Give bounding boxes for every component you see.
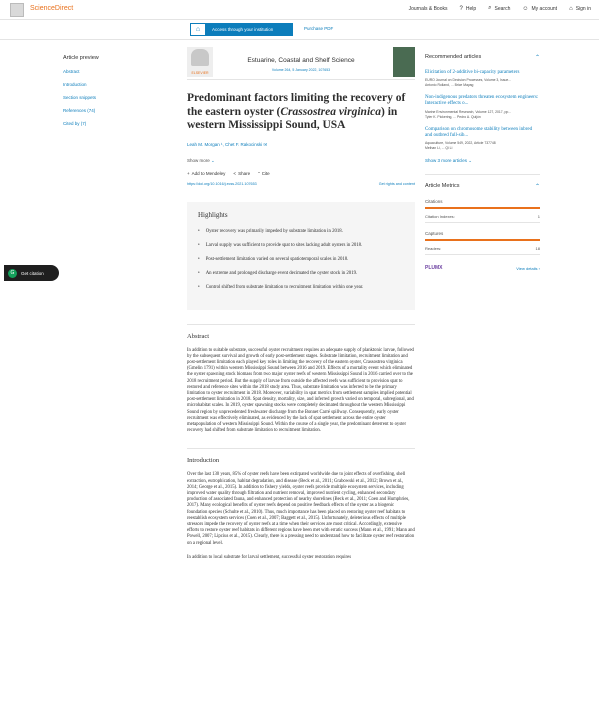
citation-badge-icon: G — [8, 269, 17, 278]
outline-link-references[interactable]: References (74) — [63, 108, 96, 113]
highlights-box — [187, 202, 415, 310]
help-icon: ? — [459, 5, 463, 12]
outline-link-cited-by[interactable]: Cited by (7) — [63, 121, 87, 126]
author-email-icon[interactable]: ✉ — [263, 141, 268, 147]
introduction-heading: Introduction — [187, 448, 415, 464]
highlight-item: • Control shifted from substrate limitation to recruitment limitation within one year. — [198, 284, 364, 290]
abstract-text: In addition to suitable substrate, successful oyster recruitment requires an adequate supply of planktonic larvae, followed by the subsequent survival and growth of early post-settlement stages. Substrate limitation, recruitment limitation and post-settlement limitation each played key roles in limiting the recovery of the eastern oyster, Crassostrea virginica (Gmelin 1791) within western Mississippi Sound between 2016 and 2019. Effects of a mortality event which eliminated the oyster spawning stock biomass from two major oyster reefs of western Mississippi Sound in 2016 carried over to the 2018 recruitment period. But the supply of larvae from outside the affected reefs was sufficient to provision spat to restored and reference sites within the 2018 study area. Thus, substrate limitation was inferred to be the primary limitation to oyster recruitment in 2018. Moreover, variability in spat metrics from settlement samples implied potential post-settlement limitation in 2018. Spat density, mortality, size, and inferred growth varied on temporal, subregional, and microhabitat scales. In 2019, oyster spawning stocks were completely decimated throughout the western Mississippi Sound region by unprecedented freshwater discharge from the Bonnet Carré spillway. Consequently, early oyster recruitment was effectively eliminated, as evidenced by the lack of spat settlement across the entire oyster metapopulation of western Mississippi Sound. Within the course of a single year, the predominant deterrent to oyster recovery had shifted from substrate limitation to recruitment limitation. — [187, 347, 414, 434]
doi-link[interactable]: https://doi.org/10.1016/j.ecss.2021.107653 — [187, 181, 257, 186]
sciencedirect-brand[interactable]: ScienceDirect — [30, 5, 74, 12]
share-button[interactable]: < Share — [233, 170, 251, 176]
publisher-logo[interactable]: ELSEVIER — [187, 47, 213, 77]
purchase-pdf-link[interactable]: Purchase PDF — [304, 26, 334, 31]
right-sidebar — [425, 54, 540, 271]
top-navigation — [0, 0, 599, 20]
plus-icon: + — [187, 170, 190, 176]
metrics-header[interactable]: Article Metrics ⌃ — [425, 183, 540, 191]
recommended-article[interactable]: Elicitation of 2-additive bi-capacity parameters EURO Journal on Decision Processes, Volume 3, Issue... Antonio Rolland, ... Brice Mayag — [425, 70, 520, 88]
recommended-article[interactable]: Non-indigenous predators threaten ecosystem engineers: Interactive effects o... Marine Environmental Research, Volume 127, 2017, pp... Tyler K. Pickering, ... Pedro A. Quijón — [425, 95, 539, 119]
my-account-link[interactable]: ☺ My account — [522, 5, 558, 12]
plumx-row — [425, 265, 540, 271]
citation-indexes-row: Citation Indexes: 1 — [425, 214, 540, 223]
article-toolbar — [187, 171, 415, 176]
chevron-up-icon[interactable]: ⌃ — [534, 55, 540, 61]
journal-title[interactable]: Estuarine, Coastal and Shelf Science — [247, 57, 355, 64]
user-icon: ☺ — [522, 5, 529, 12]
sign-in-link[interactable]: ⌂ Sign in — [569, 5, 591, 12]
journal-header — [187, 47, 415, 80]
highlight-item: • An extreme and prolonged discharge event decimated the oyster stock in 2019. — [198, 270, 358, 276]
show-more-articles-button[interactable]: Show 3 more articles ⌄ — [425, 158, 473, 164]
doi-row — [187, 182, 415, 189]
article-title: Predominant factors limiting the recovery of the eastern oyster (Crassostrea virginica) in western Mississippi Sound, USA — [187, 92, 406, 131]
readers-row: Readers: 18 — [425, 246, 540, 255]
quote-icon: " — [258, 170, 260, 176]
outline-link-introduction[interactable]: Introduction — [63, 82, 87, 87]
author-list[interactable]: Leah M. Morgan ¹, Chet F. Rakocinski ✉ — [187, 141, 268, 147]
elsevier-logo[interactable] — [10, 3, 24, 17]
highlight-item: • Post-settlement limitation varied on several spatiotemporal scales in 2018. — [198, 256, 349, 262]
chevron-down-icon: ⌄ — [468, 158, 473, 164]
outline-link-abstract[interactable]: Abstract — [63, 69, 80, 74]
introduction-text: Over the last 130 years, 85% of oyster reefs have been extirpated worldwide due to joint effects of overfishing, shell extraction, eutrophication, habitat degradation, and disease (Beck et al., 2011; Grabowski et al., 2012; Brown et al., 2014; George et al., 2015). In addition to fishery yields, oyster reefs provide multiple ecosystem services, including improved water quality through filtration and nutrient removal, improved nutrient cycling, enhanced secondary production of associated fauna, and enhanced protection of nearby shorelines (Beck et al., 2011; Coen and Humphries, 2017). Many ecological benefits of oyster reefs depend on positive feedback effects of the oyster as a biogenic foundation species (Schulte et al., 2010). Thus, much importance has been placed on restoring oyster reef habitats to reestablish ecosystem services (Coen et al., 2007; Baggett et al., 2015). Unfortunately, deleterious effects of multiple stressors impede the recovery of oyster reefs at a time when their services are most critical. Accordingly, extensive efforts to restore oyster reef habitats in different regions have been met with erratic success (Mann et al., 1991; Mann and Powell, 2007; Lipcius et al., 2015). Clearly, there is a pressing need to understand how to facilitate oyster reef restoration on a regional level. — [187, 472, 415, 546]
help-link[interactable]: ? Help — [459, 5, 477, 12]
institution-icon: ⌂ — [569, 5, 573, 12]
journal-volume[interactable]: Volume 264, 5 January 2022, 107653 — [271, 68, 331, 72]
access-bar — [0, 20, 599, 40]
access-institution-button[interactable]: ⌂ Access through your institution — [190, 23, 293, 36]
show-more-toggle[interactable]: Show more ⌄ — [187, 157, 215, 163]
abstract-heading: Abstract — [187, 324, 415, 340]
recommended-article[interactable]: Comparison on chromosome stability between inbred and outbred full-sib... Aquaculture, Volume 549, 2022, Article 737748 Meihan Li, ... Qi Li — [425, 126, 533, 151]
article-outline — [63, 55, 163, 134]
outline-link-snippets[interactable]: Section snippets — [63, 95, 97, 100]
recommended-header[interactable]: Recommended articles ⌃ — [425, 54, 540, 61]
view-details-link[interactable]: View details › — [516, 265, 540, 271]
get-citation-button[interactable]: G Get citation — [4, 265, 59, 281]
introduction-text-2: In addition to local substrate for larval settlement, successful oyster restoration requires — [187, 554, 352, 560]
article-main — [187, 47, 415, 561]
cite-button[interactable]: " Cite — [258, 170, 270, 176]
highlights-title: Highlights — [198, 210, 228, 219]
add-to-mendeley-button[interactable]: + Add to Mendeley — [187, 170, 226, 176]
highlight-item: • Larval supply was sufficient to provide spat to sites lacking adult oysters in 2018. — [198, 242, 363, 248]
citations-label: Citations — [425, 199, 540, 209]
highlight-item: • Oyster recovery was primarily impeded by substrate limitation in 2018. — [198, 228, 343, 234]
search-icon: ⌕ — [488, 5, 492, 11]
journals-books-link[interactable]: Journals & Books — [408, 5, 448, 12]
chevron-up-icon[interactable]: ⌃ — [534, 184, 540, 191]
plumx-logo[interactable]: PLUMX — [425, 265, 443, 272]
search-link[interactable]: ⌕ Search — [488, 5, 511, 12]
institution-icon: ⌂ — [190, 23, 206, 36]
captures-label: Captures — [425, 231, 540, 241]
rights-link[interactable]: Get rights and content — [378, 181, 415, 186]
outline-header: Article preview — [63, 55, 99, 61]
chevron-down-icon: ⌄ — [211, 157, 215, 163]
share-icon: < — [233, 170, 237, 176]
metrics-section — [425, 174, 540, 271]
nav-links — [409, 5, 591, 12]
journal-cover-image[interactable] — [393, 47, 415, 77]
